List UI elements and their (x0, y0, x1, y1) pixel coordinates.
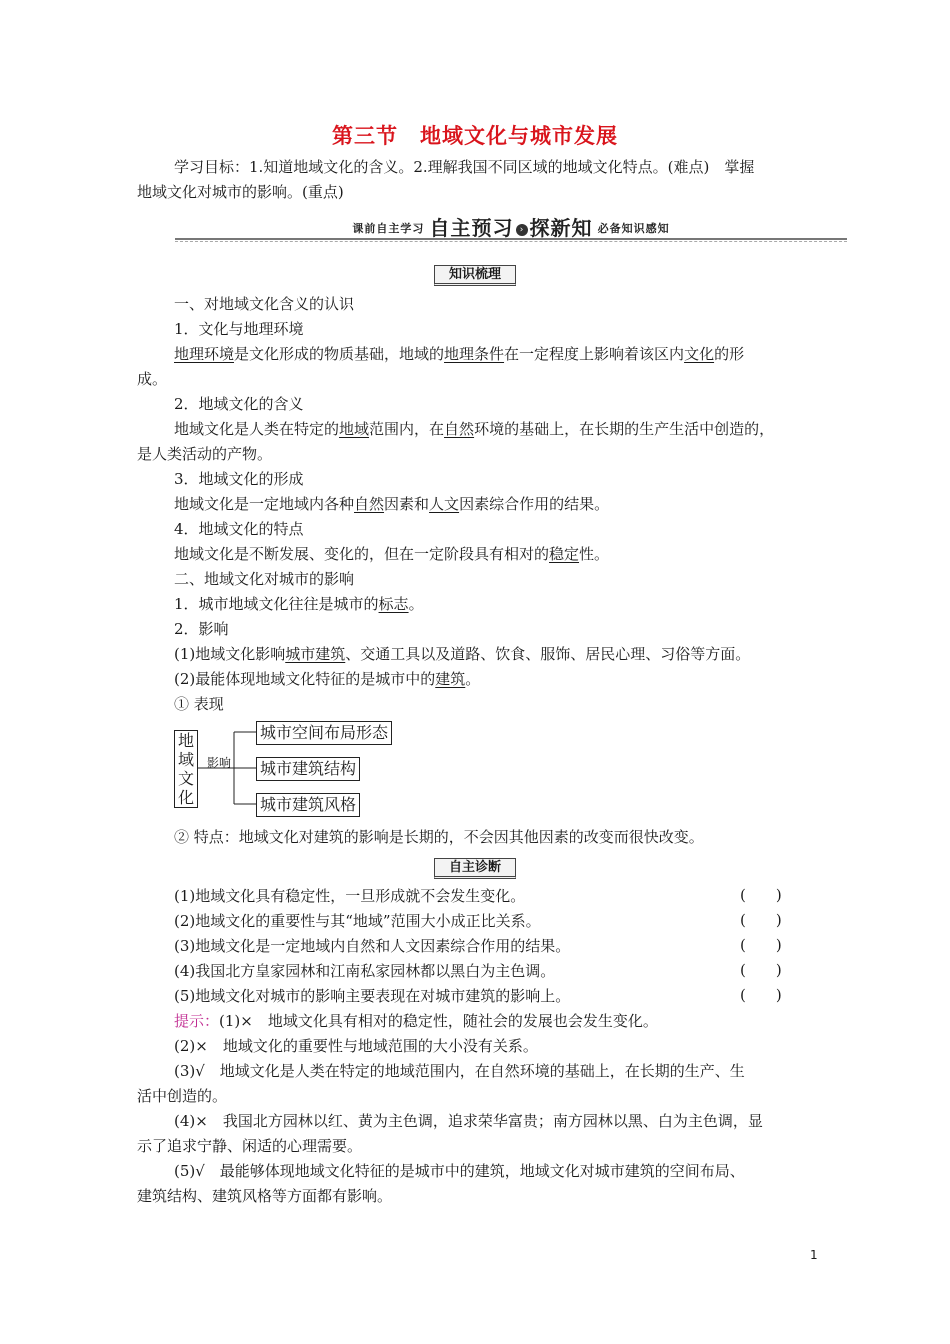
s1-p3-title: 3．地域文化的形成 (174, 470, 304, 488)
s1-p4-title: 4．地域文化的特点 (174, 520, 304, 538)
banner-main2: 探新知 (529, 216, 593, 240)
question-3: (3)地域文化是一定地域内自然和人文因素综合作用的结果。 (174, 937, 571, 955)
page-title: 第三节 地域文化与城市发展 (332, 124, 618, 148)
answer-4: (4)× 我国北方园林以红、黄为主色调，追求荣华富贵；南方园林以黑、白为主色调，显 (174, 1112, 763, 1130)
answer-3: (3)√ 地域文化是人类在特定的地域范围内，在自然环境的基础上，在长期的生产、生 (174, 1062, 745, 1080)
chevron-right-icon: › (516, 224, 528, 236)
banner-main1: 自主预习 (429, 216, 514, 240)
answer-blank-5[interactable]: ( ) (740, 986, 782, 1004)
diagram-arrow-label: 影响 (207, 756, 232, 770)
s2-p1-line: 1．城市地域文化往往是城市的标志。 (174, 595, 424, 613)
s1-p2-title: 2．地域文化的含义 (174, 395, 304, 413)
answer-4-cont: 示了追求宁静、闲适的心理需要。 (137, 1137, 363, 1155)
banner-right-label: 必备知识感知 (597, 222, 670, 235)
answer-5-cont: 建筑结构、建筑风格等方面都有影响。 (137, 1187, 393, 1205)
banner-left-label: 课前自主学习 (352, 222, 425, 235)
answer-blank-1[interactable]: ( ) (740, 886, 782, 904)
answer-blank-2[interactable]: ( ) (740, 911, 782, 929)
badge-diagnosis: 自主诊断 (0, 856, 950, 879)
influence-diagram (174, 718, 414, 818)
s2-item2: (2)最能体现地域文化特征的是城市中的建筑。 (174, 670, 481, 688)
answer-blank-3[interactable]: ( ) (740, 936, 782, 954)
objectives-line2: 地域文化对城市的影响。(重点) (137, 183, 344, 201)
s1-p4-line: 地域文化是不断发展、变化的，但在一定阶段具有相对的稳定性。 (174, 545, 610, 563)
hint-label: 提示： (174, 1012, 220, 1030)
s1-p2-line: 地域文化是人类在特定的地域范围内，在自然环境的基础上，在长期的生产生活中创造的， (174, 420, 775, 438)
question-5: (5)地域文化对城市的影响主要表现在对城市建筑的影响上。 (174, 987, 571, 1005)
s2-item1: (1)地域文化影响城市建筑、交通工具以及道路、饮食、服饰、居民心理、习俗等方面。 (174, 645, 751, 663)
question-2: (2)地域文化的重要性与其“地域”范围大小成正比关系。 (174, 912, 541, 930)
s2-heading: 二、地域文化对城市的影响 (174, 570, 355, 588)
answer-2: (2)× 地域文化的重要性与地域范围的大小没有关系。 (174, 1037, 538, 1055)
s2-item3: ① 表现 (174, 695, 224, 713)
diagram-target-2: 城市建筑结构 (256, 757, 360, 781)
section-banner (175, 212, 847, 242)
diagram-target-1: 城市空间布局形态 (256, 721, 392, 745)
diagram-source-box: 地 域 文 化 (174, 730, 198, 808)
badge-knowledge: 知识梳理 (0, 263, 950, 286)
question-4: (4)我国北方皇家园林和江南私家园林都以黑白为主色调。 (174, 962, 556, 980)
answer-3-cont: 活中创造的。 (137, 1087, 228, 1105)
s2-p2-title: 2．影响 (174, 620, 229, 638)
s1-heading: 一、对地域文化含义的认识 (174, 295, 355, 313)
s2-item4: ② 特点：地域文化对建筑的影响是长期的，不会因其他因素的改变而很快改变。 (174, 828, 704, 846)
answer-1: 提示：(1)× 地域文化具有相对的稳定性，随社会的发展也会发生变化。 (174, 1012, 658, 1030)
page-number: 1 (810, 1248, 818, 1262)
answer-blank-4[interactable]: ( ) (740, 961, 782, 979)
s1-p1-line: 地理环境是文化形成的物质基础，地域的地理条件在一定程度上影响着该区内文化的形 (174, 345, 745, 363)
question-1: (1)地域文化具有稳定性，一旦形成就不会发生变化。 (174, 887, 526, 905)
s1-p1-title: 1．文化与地理环境 (174, 320, 304, 338)
objectives-line1: 学习目标：1.知道地域文化的含义。2.理解我国不同区域的地域文化特点。(难点) 掌握 (174, 158, 755, 176)
s1-p1-line2: 成。 (137, 370, 168, 388)
banner-rule-dashed (175, 241, 847, 242)
banner-rule (175, 238, 847, 240)
s1-p3-line: 地域文化是一定地域内各种自然因素和人文因素综合作用的结果。 (174, 495, 610, 513)
diagram-target-3: 城市建筑风格 (256, 793, 360, 817)
answer-5: (5)√ 最能够体现地域文化特征的是城市中的建筑，地域文化对城市建筑的空间布局、 (174, 1162, 745, 1180)
s1-p2-line2: 是人类活动的产物。 (137, 445, 273, 463)
